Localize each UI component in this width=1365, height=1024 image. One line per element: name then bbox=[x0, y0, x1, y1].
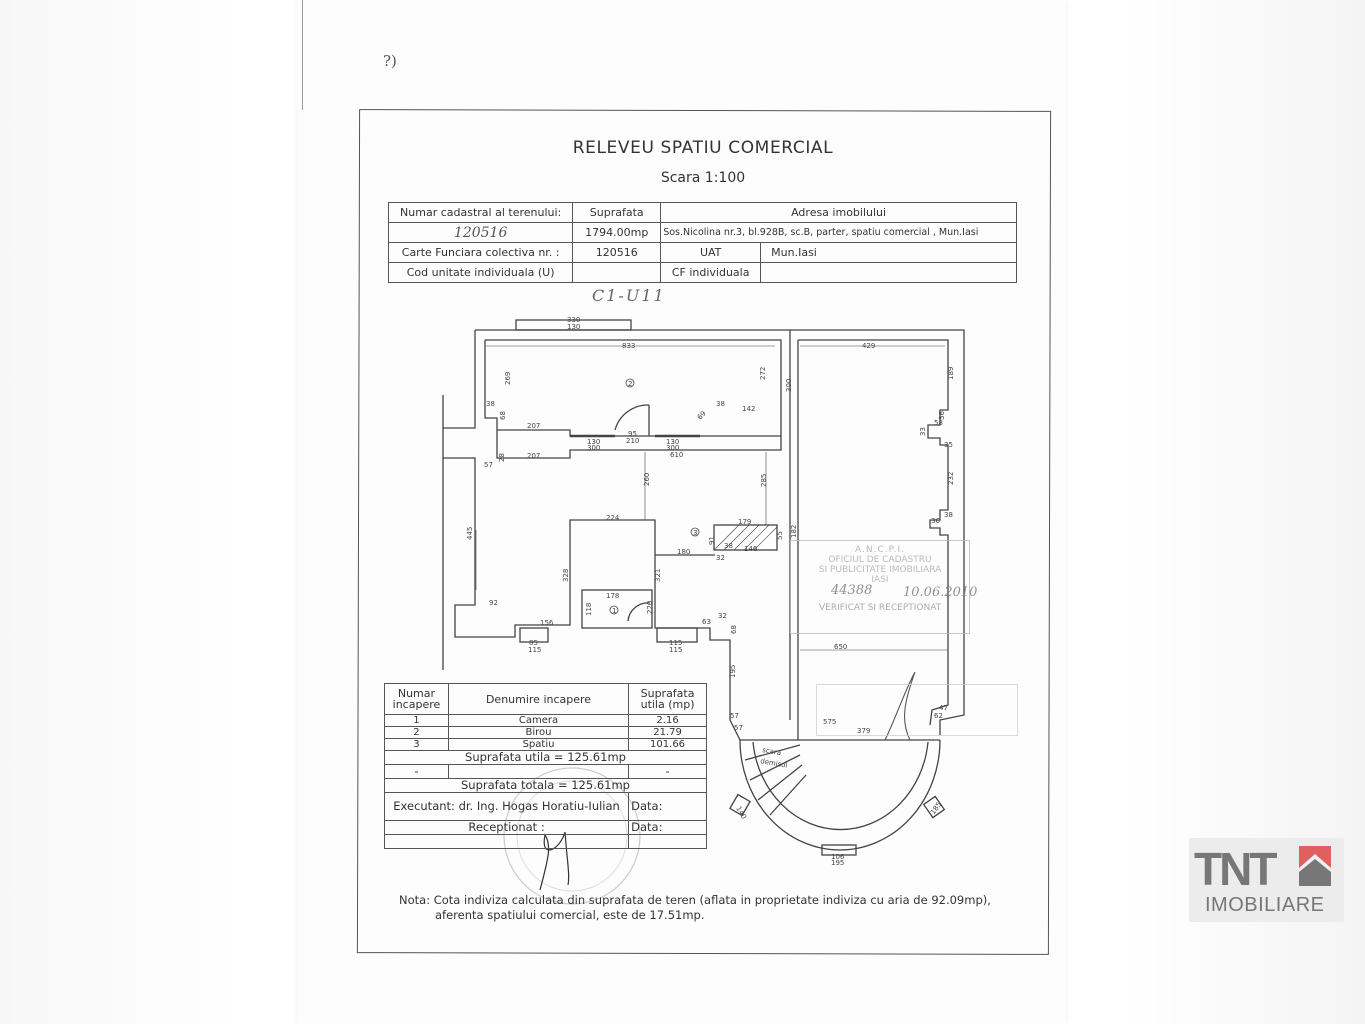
cod-label: Cod unitate individuala (U) bbox=[389, 263, 573, 283]
surface-value: 1794.00mp bbox=[573, 223, 661, 243]
dim-label: 33 bbox=[919, 427, 927, 436]
dim-label: 285 bbox=[760, 473, 768, 487]
dim-label: 68 bbox=[730, 625, 738, 634]
dim-label: 115 bbox=[528, 646, 542, 654]
receptionat-row bbox=[385, 821, 707, 835]
note-line-2: aferenta spatiului comercial, este de 17.51mp. bbox=[435, 908, 705, 922]
dim-label: 330 bbox=[567, 316, 581, 324]
stair-label: demisol bbox=[759, 757, 789, 770]
receptionat: Receptionat : bbox=[385, 821, 629, 835]
dim-label: 47 bbox=[939, 704, 948, 712]
dim-label: 195 bbox=[729, 664, 737, 678]
surface-label: Suprafata bbox=[573, 203, 661, 223]
dim-label: 207 bbox=[527, 452, 541, 460]
dim-label: 178 bbox=[606, 592, 620, 600]
room-name: Spatiu bbox=[448, 739, 628, 751]
stamp-line-3: SI PUBLICITATE IMOBILIARA bbox=[818, 565, 942, 575]
room-nr: 1 bbox=[385, 715, 449, 727]
page-scribble: ?) bbox=[383, 52, 397, 70]
address-label: Adresa imobilului bbox=[661, 203, 1017, 223]
stamp-verified: VERIFICAT SI RECEPTIONAT bbox=[819, 603, 942, 613]
dim-label: 36 bbox=[931, 517, 940, 525]
info-row-cf bbox=[389, 243, 1017, 263]
house-roof-icon bbox=[1299, 846, 1333, 888]
dim-label: 179 bbox=[738, 518, 752, 526]
cadastre-stamp bbox=[790, 540, 978, 634]
dim-label: 92 bbox=[489, 599, 498, 607]
uat-label: UAT bbox=[661, 243, 761, 263]
dim-label: 328 bbox=[562, 568, 570, 582]
dim-label: 56 bbox=[938, 411, 946, 420]
suprafata-utila-row bbox=[385, 751, 707, 765]
dim-label: 32 bbox=[718, 612, 727, 620]
table-row bbox=[385, 739, 707, 751]
dim-label: 379 bbox=[857, 727, 871, 735]
dim-label: 142 bbox=[742, 405, 756, 413]
dim-label: 58 bbox=[934, 419, 943, 427]
executant-date-label: Data: bbox=[629, 793, 707, 821]
dim-label: 38 bbox=[724, 542, 733, 550]
stamp-line-2: OFICIUL DE CADASTRU bbox=[828, 555, 932, 565]
stamp-line-1: A.N.C.P.I. bbox=[855, 545, 905, 555]
stamp-line-4: IASI bbox=[871, 575, 889, 585]
dim-label: 207 bbox=[527, 422, 541, 430]
table-row bbox=[385, 727, 707, 739]
dim-label: 95 bbox=[628, 430, 637, 438]
dim-label: 300 bbox=[785, 378, 793, 392]
dim-label: 272 bbox=[759, 366, 767, 380]
suprafata-utila: Suprafata utila = 125.61mp bbox=[385, 751, 707, 765]
dim-label: 85 bbox=[529, 639, 538, 647]
rooms-table bbox=[384, 683, 707, 849]
dim-label: 32 bbox=[716, 554, 725, 562]
info-row-header bbox=[389, 203, 1017, 223]
dim-label: 146 bbox=[744, 545, 758, 553]
dim-label: 195 bbox=[831, 859, 845, 867]
dash-left: - bbox=[385, 765, 449, 779]
stamp-number: 44388 bbox=[831, 583, 873, 598]
dim-label: 130 bbox=[666, 438, 680, 446]
dim-label: 833 bbox=[622, 342, 636, 350]
empty-cell bbox=[629, 835, 707, 849]
dim-label: 63 bbox=[702, 618, 711, 626]
paper-edge-line bbox=[302, 0, 303, 110]
info-row-values bbox=[389, 223, 1017, 243]
dim-label: 140 bbox=[734, 805, 748, 821]
dim-label: 210 bbox=[626, 437, 640, 445]
dim-label: 445 bbox=[466, 526, 474, 540]
dim-label: 38 bbox=[716, 400, 725, 408]
info-table bbox=[388, 202, 1017, 283]
dash-row bbox=[385, 765, 707, 779]
rooms-header-area: Suprafata utila (mp) bbox=[629, 684, 707, 715]
room-number-3: 3 bbox=[693, 529, 698, 537]
dim-label: 55 bbox=[776, 531, 784, 540]
room-number-2: 2 bbox=[628, 380, 633, 388]
dim-label: 189 bbox=[947, 366, 955, 380]
logo-sub: IMOBILIARE bbox=[1205, 894, 1325, 916]
dim-label: 650 bbox=[834, 643, 848, 651]
dim-label: 38 bbox=[944, 511, 953, 519]
room-nr: 3 bbox=[385, 739, 449, 751]
dim-label: 180 bbox=[677, 548, 691, 556]
dim-label: 62 bbox=[934, 712, 943, 720]
cf-individual-value bbox=[761, 263, 1017, 283]
dim-label: 610 bbox=[670, 451, 684, 459]
dash-right: - bbox=[629, 765, 707, 779]
dash-empty bbox=[448, 765, 628, 779]
dim-label: 575 bbox=[823, 718, 837, 726]
cf-label: Carte Funciara colectiva nr. : bbox=[389, 243, 573, 263]
rooms-header-name: Denumire incapere bbox=[448, 684, 628, 715]
dim-label: 185 bbox=[929, 800, 944, 817]
dim-label: 28 bbox=[498, 453, 506, 462]
dim-label: 57 bbox=[730, 712, 739, 720]
dim-label: 57 bbox=[484, 461, 493, 469]
room-nr: 2 bbox=[385, 727, 449, 739]
dim-label: 300 bbox=[666, 444, 680, 452]
dim-label: 182 bbox=[790, 524, 798, 538]
room-area: 21.79 bbox=[629, 727, 707, 739]
dim-label: 68 bbox=[499, 411, 507, 420]
document-note bbox=[399, 893, 1039, 923]
second-stamp bbox=[816, 684, 1018, 736]
rooms-header-nr: Numar incapere bbox=[385, 684, 449, 715]
empty-row bbox=[385, 835, 707, 849]
dim-label: 269 bbox=[504, 371, 512, 385]
dim-label: 115 bbox=[669, 646, 683, 654]
dim-label: 260 bbox=[643, 472, 651, 486]
rooms-header-row bbox=[385, 684, 707, 715]
agency-logo bbox=[1189, 838, 1344, 922]
logo-brand: TNT bbox=[1194, 843, 1275, 895]
empty-cell bbox=[385, 835, 629, 849]
dim-label: 130 bbox=[587, 438, 601, 446]
document-title: RELEVEU SPATIU COMERCIAL bbox=[572, 138, 834, 158]
info-row-cod bbox=[389, 263, 1017, 283]
executant-row bbox=[385, 793, 707, 821]
cadastral-value: 120516 bbox=[389, 223, 573, 243]
note-line-1: Nota: Cota indiviza calculata din suprafata de teren (aflata in proprietate indiviza cu aria de 92.09mp), bbox=[399, 893, 991, 907]
table-row bbox=[385, 715, 707, 727]
dim-label: 91 bbox=[708, 536, 716, 545]
room-number-1: 1 bbox=[612, 607, 617, 615]
executant: Executant: dr. Ing. Hogas Horatiu-Iulian bbox=[385, 793, 629, 821]
dim-label: 220 bbox=[646, 600, 654, 614]
unit-handwritten: C1-U11 bbox=[592, 286, 666, 305]
dim-label: 38 bbox=[486, 400, 495, 408]
dim-label: 69 bbox=[695, 409, 708, 422]
cadastral-label: Numar cadastral al terenului: bbox=[389, 203, 573, 223]
dim-label: 35 bbox=[944, 441, 953, 449]
suprafata-totala: Suprafata totala = 125.61mp bbox=[385, 779, 707, 793]
dim-label: 429 bbox=[862, 342, 876, 350]
stair-label: scara bbox=[761, 746, 782, 758]
address-value: Sos.Nicolina nr.3, bl.928B, sc.B, parter, spatiu comercial , Mun.Iasi bbox=[661, 223, 1017, 243]
dim-label: 130 bbox=[567, 323, 581, 331]
dim-label: 321 bbox=[654, 568, 662, 582]
receptionat-date-label: Data: bbox=[629, 821, 707, 835]
dim-label: 232 bbox=[947, 471, 955, 485]
room-name: Camera bbox=[448, 715, 628, 727]
room-area: 2.16 bbox=[629, 715, 707, 727]
cf-value: 120516 bbox=[573, 243, 661, 263]
dim-label: 115 bbox=[669, 639, 683, 647]
uat-value: Mun.Iasi bbox=[761, 243, 1017, 263]
dim-label: 57 bbox=[734, 724, 743, 732]
room-area: 101.66 bbox=[629, 739, 707, 751]
dim-label: 106 bbox=[831, 853, 845, 861]
cf-individual-label: CF individuala bbox=[661, 263, 761, 283]
dim-label: 300 bbox=[587, 444, 601, 452]
cod-value bbox=[573, 263, 661, 283]
stamp-date: 10.06.2010 bbox=[903, 585, 978, 600]
dim-label: 224 bbox=[606, 514, 620, 522]
dim-label: 156 bbox=[540, 619, 554, 627]
dim-label: 118 bbox=[585, 602, 593, 616]
suprafata-totala-row bbox=[385, 779, 707, 793]
room-name: Birou bbox=[448, 727, 628, 739]
document-scale: Scara 1:100 bbox=[660, 170, 746, 186]
